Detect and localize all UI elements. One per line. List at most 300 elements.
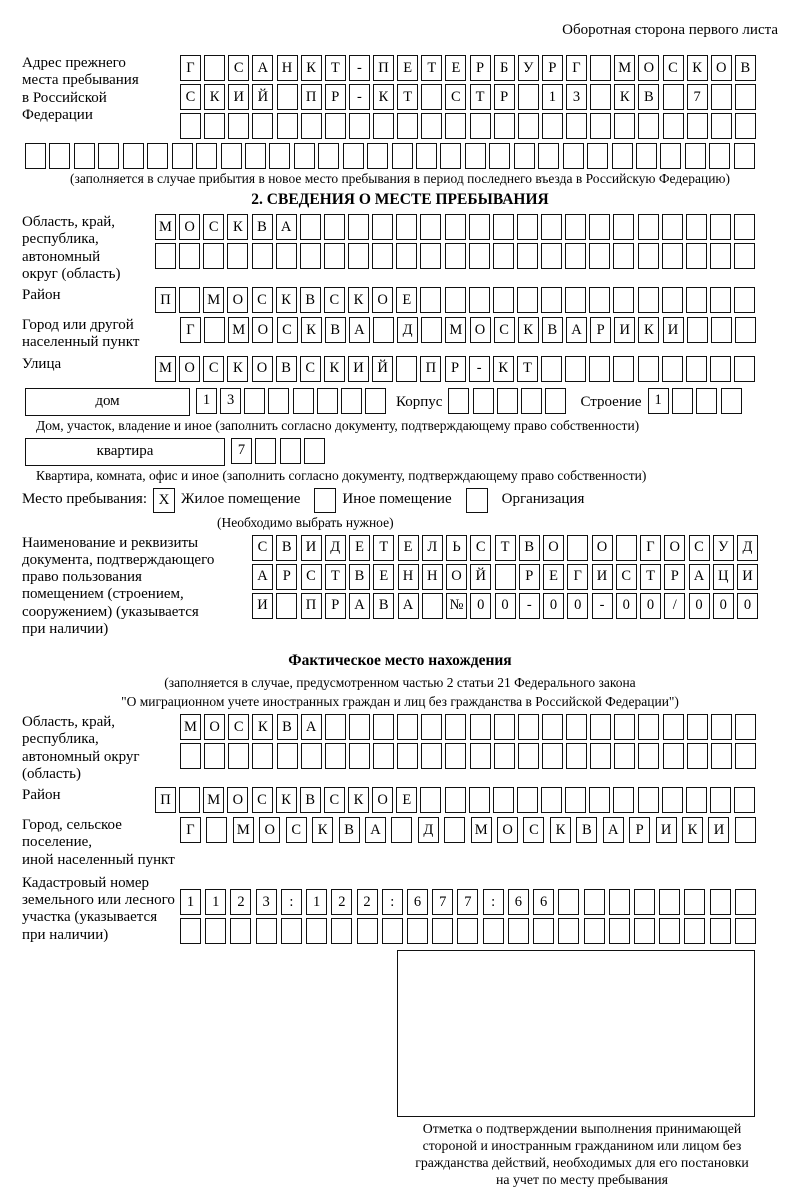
form-cell[interactable] (662, 214, 683, 240)
form-cell[interactable]: : (483, 889, 504, 915)
form-cell[interactable] (256, 918, 277, 944)
form-cell[interactable] (420, 787, 441, 813)
form-cell[interactable] (489, 143, 510, 169)
form-cell[interactable]: К (301, 317, 322, 343)
form-cell[interactable] (277, 113, 298, 139)
form-cell[interactable]: О (446, 564, 467, 590)
form-cell[interactable] (277, 84, 298, 110)
form-cell[interactable] (349, 743, 370, 769)
form-cell[interactable]: 1 (205, 889, 226, 915)
form-cell[interactable]: 7 (231, 438, 252, 464)
form-cell[interactable] (638, 243, 659, 269)
form-cell[interactable] (710, 918, 731, 944)
form-cell[interactable] (634, 889, 655, 915)
form-cell[interactable] (566, 113, 587, 139)
form-cell[interactable] (565, 787, 586, 813)
form-cell[interactable]: И (592, 564, 613, 590)
form-cell[interactable] (734, 214, 755, 240)
form-cell[interactable] (397, 113, 418, 139)
form-cell[interactable] (440, 143, 461, 169)
form-cell[interactable]: Г (566, 55, 587, 81)
form-cell[interactable]: В (276, 356, 297, 382)
form-cell[interactable]: Г (180, 317, 201, 343)
form-cell[interactable] (493, 214, 514, 240)
form-cell[interactable] (710, 243, 731, 269)
form-cell[interactable]: И (252, 593, 273, 619)
form-cell[interactable] (589, 787, 610, 813)
form-cell[interactable]: О (372, 787, 393, 813)
form-cell[interactable] (584, 918, 605, 944)
form-cell[interactable]: Е (373, 564, 394, 590)
form-cell[interactable] (541, 243, 562, 269)
form-cell[interactable]: М (180, 714, 201, 740)
form-cell[interactable] (470, 113, 491, 139)
form-cell[interactable]: 7 (432, 889, 453, 915)
form-cell[interactable] (638, 287, 659, 313)
form-cell[interactable] (206, 817, 227, 843)
form-cell[interactable]: 3 (220, 388, 241, 414)
form-cell[interactable] (493, 243, 514, 269)
form-cell[interactable] (735, 113, 756, 139)
form-cell[interactable] (590, 743, 611, 769)
form-cell[interactable] (589, 243, 610, 269)
form-cell[interactable] (407, 918, 428, 944)
form-cell[interactable]: 7 (457, 889, 478, 915)
form-cell[interactable] (663, 84, 684, 110)
form-cell[interactable] (638, 113, 659, 139)
form-cell[interactable] (228, 113, 249, 139)
form-cell[interactable] (367, 143, 388, 169)
form-cell[interactable] (357, 918, 378, 944)
form-cell[interactable]: К (373, 84, 394, 110)
form-cell[interactable]: П (373, 55, 394, 81)
form-cell[interactable] (533, 918, 554, 944)
form-cell[interactable]: О (638, 55, 659, 81)
form-cell[interactable]: О (179, 214, 200, 240)
form-cell[interactable] (541, 787, 562, 813)
form-cell[interactable]: 1 (648, 388, 669, 414)
form-cell[interactable]: Р (590, 317, 611, 343)
form-cell[interactable] (348, 214, 369, 240)
form-cell[interactable]: Д (418, 817, 439, 843)
form-cell[interactable]: Б (494, 55, 515, 81)
form-cell[interactable] (349, 113, 370, 139)
form-cell[interactable] (494, 743, 515, 769)
form-cell[interactable] (49, 143, 70, 169)
form-cell[interactable]: У (713, 535, 734, 561)
form-cell[interactable]: И (301, 535, 322, 561)
form-cell[interactable]: П (301, 593, 322, 619)
form-cell[interactable] (663, 714, 684, 740)
form-cell[interactable]: И (663, 317, 684, 343)
form-cell[interactable]: 2 (331, 889, 352, 915)
form-cell[interactable]: П (301, 84, 322, 110)
form-cell[interactable] (221, 143, 242, 169)
form-cell[interactable]: С (470, 535, 491, 561)
form-cell[interactable]: 0 (567, 593, 588, 619)
form-cell[interactable]: Е (397, 55, 418, 81)
form-cell[interactable] (324, 243, 345, 269)
form-cell[interactable]: С (286, 817, 307, 843)
form-cell[interactable]: В (325, 317, 346, 343)
form-cell[interactable] (711, 743, 732, 769)
form-cell[interactable]: С (203, 214, 224, 240)
form-cell[interactable]: 6 (508, 889, 529, 915)
form-cell[interactable]: О (664, 535, 685, 561)
form-cell[interactable]: С (523, 817, 544, 843)
form-cell[interactable] (590, 113, 611, 139)
form-cell[interactable] (686, 214, 707, 240)
form-cell[interactable]: Р (276, 564, 297, 590)
form-cell[interactable] (382, 918, 403, 944)
form-cell[interactable] (517, 787, 538, 813)
form-cell[interactable]: 3 (256, 889, 277, 915)
form-cell[interactable]: О (179, 356, 200, 382)
form-cell[interactable]: Т (397, 84, 418, 110)
form-cell[interactable]: И (656, 817, 677, 843)
form-cell[interactable] (445, 113, 466, 139)
form-cell[interactable]: С (252, 787, 273, 813)
form-cell[interactable] (521, 388, 542, 414)
form-cell[interactable] (230, 918, 251, 944)
form-cell[interactable]: - (592, 593, 613, 619)
form-cell[interactable]: В (252, 214, 273, 240)
form-cell[interactable] (397, 743, 418, 769)
form-cell[interactable] (227, 243, 248, 269)
form-cell[interactable] (541, 214, 562, 240)
form-cell[interactable]: К (276, 787, 297, 813)
form-cell[interactable]: Г (180, 817, 201, 843)
form-cell[interactable] (663, 743, 684, 769)
form-cell[interactable] (696, 388, 717, 414)
form-cell[interactable]: М (155, 214, 176, 240)
form-cell[interactable] (672, 388, 693, 414)
form-cell[interactable] (687, 714, 708, 740)
form-cell[interactable] (204, 55, 225, 81)
form-cell[interactable] (306, 918, 327, 944)
form-cell[interactable] (614, 714, 635, 740)
form-cell[interactable] (659, 889, 680, 915)
form-cell[interactable]: О (497, 817, 518, 843)
form-cell[interactable] (735, 714, 756, 740)
form-cell[interactable] (293, 388, 314, 414)
stay-type-checkbox-organization[interactable] (466, 488, 488, 513)
form-cell[interactable] (445, 714, 466, 740)
form-cell[interactable] (711, 714, 732, 740)
form-cell[interactable] (470, 714, 491, 740)
form-cell[interactable]: М (445, 317, 466, 343)
form-cell[interactable] (589, 214, 610, 240)
form-cell[interactable] (483, 918, 504, 944)
form-cell[interactable] (179, 287, 200, 313)
form-cell[interactable] (735, 817, 756, 843)
form-cell[interactable] (542, 113, 563, 139)
form-cell[interactable] (245, 143, 266, 169)
form-cell[interactable] (711, 113, 732, 139)
form-cell[interactable] (244, 388, 265, 414)
form-cell[interactable]: И (614, 317, 635, 343)
form-cell[interactable] (445, 743, 466, 769)
form-cell[interactable] (541, 356, 562, 382)
form-cell[interactable] (494, 113, 515, 139)
form-cell[interactable]: Н (277, 55, 298, 81)
form-cell[interactable] (587, 143, 608, 169)
form-cell[interactable] (638, 743, 659, 769)
form-cell[interactable] (518, 743, 539, 769)
form-cell[interactable] (542, 714, 563, 740)
form-cell[interactable] (710, 356, 731, 382)
form-cell[interactable] (660, 143, 681, 169)
form-cell[interactable] (325, 113, 346, 139)
form-cell[interactable]: К (682, 817, 703, 843)
form-cell[interactable] (563, 143, 584, 169)
form-cell[interactable] (155, 243, 176, 269)
form-cell[interactable]: А (603, 817, 624, 843)
form-cell[interactable]: К (227, 214, 248, 240)
form-cell[interactable]: О (372, 287, 393, 313)
form-cell[interactable]: 7 (687, 84, 708, 110)
form-cell[interactable]: М (203, 787, 224, 813)
form-cell[interactable]: : (382, 889, 403, 915)
form-cell[interactable] (721, 388, 742, 414)
form-cell[interactable]: С (445, 84, 466, 110)
form-cell[interactable]: С (689, 535, 710, 561)
form-cell[interactable] (613, 356, 634, 382)
form-cell[interactable]: В (542, 317, 563, 343)
form-cell[interactable] (517, 243, 538, 269)
form-cell[interactable] (396, 243, 417, 269)
form-cell[interactable] (473, 388, 494, 414)
form-cell[interactable]: С (228, 55, 249, 81)
form-cell[interactable] (686, 356, 707, 382)
form-cell[interactable]: 0 (737, 593, 758, 619)
form-cell[interactable]: Р (470, 55, 491, 81)
form-cell[interactable]: № (446, 593, 467, 619)
form-cell[interactable]: О (592, 535, 613, 561)
form-cell[interactable] (341, 388, 362, 414)
form-cell[interactable] (687, 743, 708, 769)
form-cell[interactable] (662, 287, 683, 313)
form-cell[interactable] (397, 714, 418, 740)
form-cell[interactable]: Е (396, 787, 417, 813)
form-cell[interactable] (300, 214, 321, 240)
form-cell[interactable] (301, 113, 322, 139)
form-cell[interactable] (349, 714, 370, 740)
form-cell[interactable] (465, 143, 486, 169)
form-cell[interactable] (325, 743, 346, 769)
form-cell[interactable] (609, 918, 630, 944)
form-cell[interactable] (252, 243, 273, 269)
form-cell[interactable]: Т (325, 564, 346, 590)
form-cell[interactable]: 1 (196, 388, 217, 414)
form-cell[interactable] (684, 918, 705, 944)
form-cell[interactable] (687, 317, 708, 343)
form-cell[interactable]: К (614, 84, 635, 110)
form-cell[interactable]: - (349, 84, 370, 110)
form-cell[interactable]: 2 (357, 889, 378, 915)
form-cell[interactable] (421, 84, 442, 110)
form-cell[interactable] (470, 743, 491, 769)
form-cell[interactable]: О (543, 535, 564, 561)
form-cell[interactable]: Р (542, 55, 563, 81)
form-cell[interactable] (25, 143, 46, 169)
form-cell[interactable] (444, 817, 465, 843)
form-cell[interactable] (493, 787, 514, 813)
form-cell[interactable] (663, 113, 684, 139)
form-cell[interactable]: А (689, 564, 710, 590)
form-cell[interactable]: Й (372, 356, 393, 382)
form-cell[interactable] (276, 243, 297, 269)
form-cell[interactable]: : (281, 889, 302, 915)
form-cell[interactable]: С (300, 356, 321, 382)
form-cell[interactable] (196, 143, 217, 169)
form-cell[interactable]: К (276, 287, 297, 313)
form-cell[interactable]: С (324, 287, 345, 313)
form-cell[interactable] (494, 714, 515, 740)
form-cell[interactable] (204, 317, 225, 343)
form-cell[interactable]: П (155, 787, 176, 813)
form-cell[interactable]: Г (640, 535, 661, 561)
form-cell[interactable] (497, 388, 518, 414)
form-cell[interactable]: О (470, 317, 491, 343)
form-cell[interactable]: С (203, 356, 224, 382)
form-cell[interactable]: Р (519, 564, 540, 590)
form-cell[interactable]: 1 (306, 889, 327, 915)
form-cell[interactable] (172, 143, 193, 169)
form-cell[interactable]: Т (495, 535, 516, 561)
form-cell[interactable]: - (349, 55, 370, 81)
form-cell[interactable] (734, 287, 755, 313)
form-cell[interactable] (445, 287, 466, 313)
form-cell[interactable]: М (233, 817, 254, 843)
form-cell[interactable] (567, 535, 588, 561)
form-cell[interactable] (493, 287, 514, 313)
form-cell[interactable] (538, 143, 559, 169)
form-cell[interactable]: В (519, 535, 540, 561)
form-cell[interactable] (432, 918, 453, 944)
form-cell[interactable]: К (493, 356, 514, 382)
form-cell[interactable] (735, 84, 756, 110)
form-cell[interactable] (421, 714, 442, 740)
form-cell[interactable] (711, 84, 732, 110)
form-cell[interactable] (205, 918, 226, 944)
form-cell[interactable]: О (227, 787, 248, 813)
form-cell[interactable] (590, 714, 611, 740)
form-cell[interactable]: А (252, 564, 273, 590)
form-cell[interactable]: Т (373, 535, 394, 561)
form-cell[interactable]: К (312, 817, 333, 843)
form-cell[interactable] (331, 918, 352, 944)
form-cell[interactable] (317, 388, 338, 414)
form-cell[interactable] (420, 287, 441, 313)
form-cell[interactable] (566, 743, 587, 769)
form-cell[interactable] (301, 743, 322, 769)
form-cell[interactable]: П (420, 356, 441, 382)
form-cell[interactable] (735, 889, 756, 915)
form-cell[interactable]: С (252, 535, 273, 561)
form-cell[interactable] (445, 243, 466, 269)
form-cell[interactable] (614, 743, 635, 769)
form-cell[interactable] (590, 55, 611, 81)
form-cell[interactable]: К (550, 817, 571, 843)
form-cell[interactable] (396, 214, 417, 240)
form-cell[interactable] (416, 143, 437, 169)
form-cell[interactable]: О (252, 317, 273, 343)
form-cell[interactable] (613, 287, 634, 313)
form-cell[interactable]: Р (445, 356, 466, 382)
form-cell[interactable] (711, 317, 732, 343)
form-cell[interactable]: К (687, 55, 708, 81)
form-cell[interactable] (294, 143, 315, 169)
form-cell[interactable] (609, 889, 630, 915)
form-cell[interactable]: К (301, 55, 322, 81)
form-cell[interactable] (448, 388, 469, 414)
form-cell[interactable] (634, 918, 655, 944)
form-cell[interactable]: И (228, 84, 249, 110)
form-cell[interactable]: 0 (689, 593, 710, 619)
form-cell[interactable] (204, 113, 225, 139)
form-cell[interactable]: Е (396, 287, 417, 313)
form-cell[interactable]: 0 (640, 593, 661, 619)
form-cell[interactable]: В (277, 714, 298, 740)
form-cell[interactable]: Т (470, 84, 491, 110)
form-cell[interactable]: А (566, 317, 587, 343)
form-cell[interactable]: Й (252, 84, 273, 110)
form-cell[interactable]: 1 (542, 84, 563, 110)
form-cell[interactable]: М (155, 356, 176, 382)
form-cell[interactable] (616, 535, 637, 561)
form-cell[interactable] (613, 214, 634, 240)
form-cell[interactable]: Т (325, 55, 346, 81)
form-cell[interactable] (685, 143, 706, 169)
form-cell[interactable]: С (301, 564, 322, 590)
form-cell[interactable]: Г (567, 564, 588, 590)
form-cell[interactable] (203, 243, 224, 269)
form-cell[interactable] (277, 743, 298, 769)
form-cell[interactable] (734, 143, 755, 169)
form-cell[interactable] (343, 143, 364, 169)
form-cell[interactable] (565, 214, 586, 240)
form-cell[interactable]: И (737, 564, 758, 590)
form-cell[interactable] (518, 113, 539, 139)
form-cell[interactable]: / (664, 593, 685, 619)
form-cell[interactable]: А (349, 317, 370, 343)
form-cell[interactable] (372, 214, 393, 240)
form-cell[interactable]: Р (664, 564, 685, 590)
form-cell[interactable]: В (339, 817, 360, 843)
form-cell[interactable]: О (252, 356, 273, 382)
form-cell[interactable]: С (228, 714, 249, 740)
form-cell[interactable] (734, 243, 755, 269)
form-cell[interactable] (228, 743, 249, 769)
form-cell[interactable] (613, 243, 634, 269)
form-cell[interactable]: Е (398, 535, 419, 561)
form-cell[interactable]: А (276, 214, 297, 240)
form-cell[interactable]: К (518, 317, 539, 343)
form-cell[interactable]: 2 (230, 889, 251, 915)
form-cell[interactable] (469, 214, 490, 240)
form-cell[interactable] (541, 287, 562, 313)
form-cell[interactable] (735, 317, 756, 343)
form-cell[interactable] (495, 564, 516, 590)
form-cell[interactable]: М (228, 317, 249, 343)
form-cell[interactable] (734, 356, 755, 382)
form-cell[interactable]: Г (180, 55, 201, 81)
form-cell[interactable]: К (227, 356, 248, 382)
form-cell[interactable]: О (204, 714, 225, 740)
form-cell[interactable] (662, 243, 683, 269)
form-cell[interactable] (566, 714, 587, 740)
